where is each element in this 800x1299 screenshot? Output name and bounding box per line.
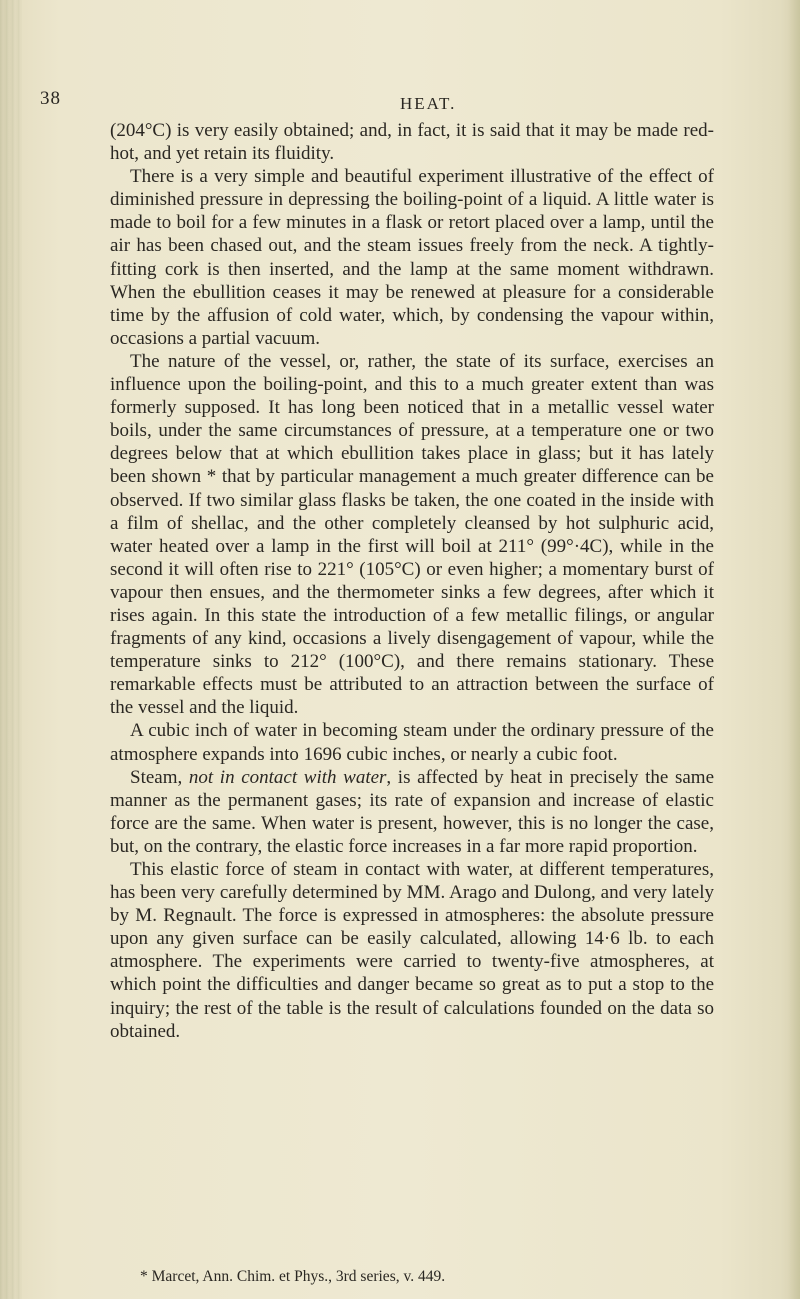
- italic-phrase: not in contact with water: [188, 766, 387, 788]
- paragraph-steam-expansion: A cubic inch of water in becoming steam under the ordinary pressure of the atmosphere expands into 1696 cubic inches, or nearly a cubic foot.: [110, 720, 714, 765]
- paragraph-vessel-surface: The nature of the vessel, or, rather, the state of its surface, exercises an influence upon the boiling-point, and this to a much greater extent than was formerly supposed. It has long been noticed that in a metallic vessel water boils, under the same circumstances of pressure, at a temperature one or two degrees below that at which ebullition takes place in glass; but it has lately been shown * that by particular management a much greater difference can be observed. If two similar glass flasks be taken, the one coated in the inside with a film of shellac, and the other completely cleansed by hot sulphuric acid, water heated over a lamp in the first will boil at 211° (99°·4C), while in the second it will often rise to 221° (105°C) or even higher; a momentary burst of vapour then ensues, and the thermometer sinks a few degrees, after which it rises again. In this state the introduction of a few metallic filings, or angular fragments of any kind, occasions a lively disengagement of vapour, while the temperature sinks to 212° (100°C), and there remains stationary. These remarkable effects must be attributed to an attraction between the surface of the vessel and the liquid.: [110, 350, 714, 719]
- paragraph-continuation: (204°C) is very easily obtained; and, in fact, it is said that it may be made red-hot, and yet retain its fluidity.: [110, 120, 714, 165]
- running-head: HEAT.: [400, 94, 457, 113]
- paragraph-steam-heat-rest: , is affected by heat in precisely the same manner as the permanent gases; its rate of expansion and increase of elastic force are the same. When water is present, however, this is no longer the case, but, on the contrary, the elastic force increases in a far more rapid proportion.: [110, 766, 714, 857]
- page-number: 38: [40, 88, 61, 109]
- body-text: [110, 119, 714, 1043]
- paragraph-steam-heat: [110, 766, 714, 858]
- page-edge: [788, 0, 800, 1299]
- paragraph-elastic-force: This elastic force of steam in contact with water, at different temperatures, has been very carefully determined by MM. Arago and Dulong, and very lately by M. Regnault. The force is expressed in atmospheres: the absolute pressure upon any given surface can be easily calculated, allowing 14·6 lb. to each atmosphere. The experiments were carried to twenty-five atmospheres, at which point the difficulties and danger became so great as to put a stop to the inquiry; the rest of the table is the result of calculations founded on the data so obtained.: [110, 859, 714, 1042]
- binding-gutter: [0, 0, 22, 1299]
- paragraph-vacuum-experiment: There is a very simple and beautiful experiment illustrative of the effect of diminished pressure in depressing the boiling-point of a liquid. A little water is made to boil for a few minutes in a flask or retort placed over a lamp, until the air has been chased out, and the steam issues freely from the neck. A tightly-fitting cork is then inserted, and the lamp at the same moment withdrawn. When the ebullition ceases it may be renewed at pleasure for a considerable time by the affusion of cold water, which, by condensing the vapour within, occasions a partial vacuum.: [110, 166, 714, 349]
- footnote: * Marcet, Ann. Chim. et Phys., 3rd series, v. 449.: [140, 1268, 446, 1285]
- paragraph-steam-heat-lead: Steam,: [130, 766, 189, 788]
